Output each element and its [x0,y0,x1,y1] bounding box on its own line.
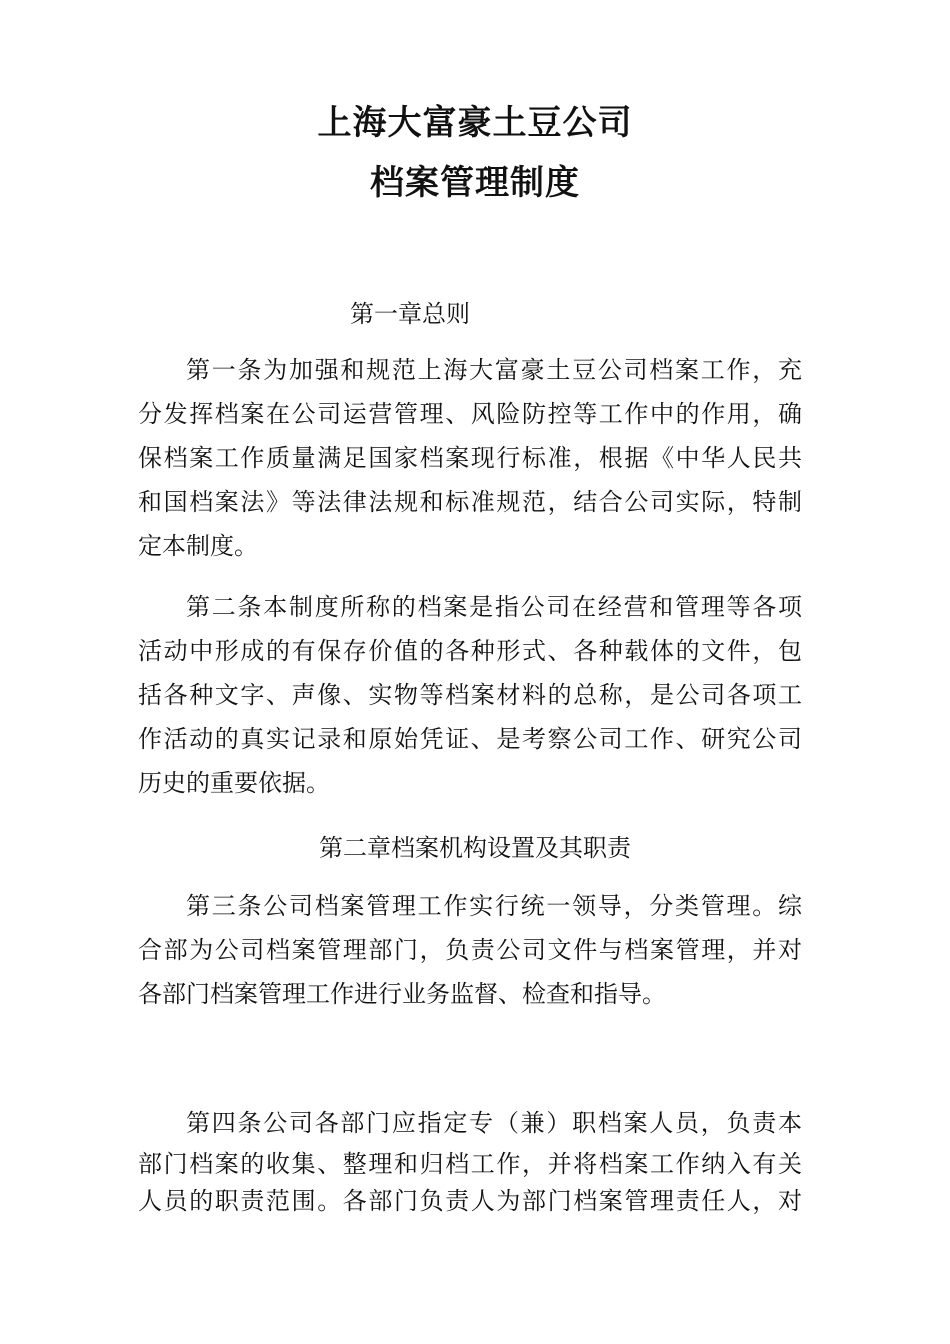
paragraph-line: 和国档案法》等法律法规和标准规范，结合公司实际，特制 [138,488,802,516]
paragraph-line: 历史的重要依据。 [138,769,330,797]
paragraph-line: 合部为公司档案管理部门，负责公司文件与档案管理，并对 [138,936,802,964]
chapter-heading-2: 第二章档案机构设置及其职责 [319,834,631,862]
article-4-paragraph [138,1100,802,1220]
paragraph-line: 括各种文字、声像、实物等档案材料的总称，是公司各项工 [138,681,802,709]
paragraph-line: 第一条为加强和规范上海大富豪土豆公司档案工作，充 [186,356,802,384]
paragraph-line: 活动中形成的有保存价值的各种形式、各种载体的文件，包 [138,637,802,665]
paragraph-line: 分发挥档案在公司运营管理、风险防控等工作中的作用，确 [138,400,802,428]
article-2-paragraph [138,585,802,805]
document-title-line-2: 档案管理制度 [370,163,580,203]
paragraph-line: 各部门档案管理工作进行业务监督、检查和指导。 [138,980,666,1008]
article-1-paragraph [138,348,802,568]
chapter-heading-1: 第一章总则 [350,300,470,328]
paragraph-line: 部门档案的收集、整理和归档工作，并将档案工作纳入有关 [138,1150,802,1178]
paragraph-line: 保档案工作质量满足国家档案现行标准，根据《中华人民共 [138,444,802,472]
paragraph-line: 人员的职责范围。各部门负责人为部门档案管理责任人，对 [138,1187,802,1215]
paragraph-line: 作活动的真实记录和原始凭证、是考察公司工作、研究公司 [138,725,802,753]
document-title-line-1: 上海大富豪土豆公司 [317,103,633,143]
paragraph-line: 定本制度。 [138,532,258,560]
paragraph-line: 第三条公司档案管理工作实行统一领导，分类管理。综 [186,892,802,920]
paragraph-line: 第四条公司各部门应指定专（兼）职档案人员，负责本 [186,1109,802,1137]
paragraph-line: 第二条本制度所称的档案是指公司在经营和管理等各项 [186,593,802,621]
article-3-paragraph [138,884,802,1016]
